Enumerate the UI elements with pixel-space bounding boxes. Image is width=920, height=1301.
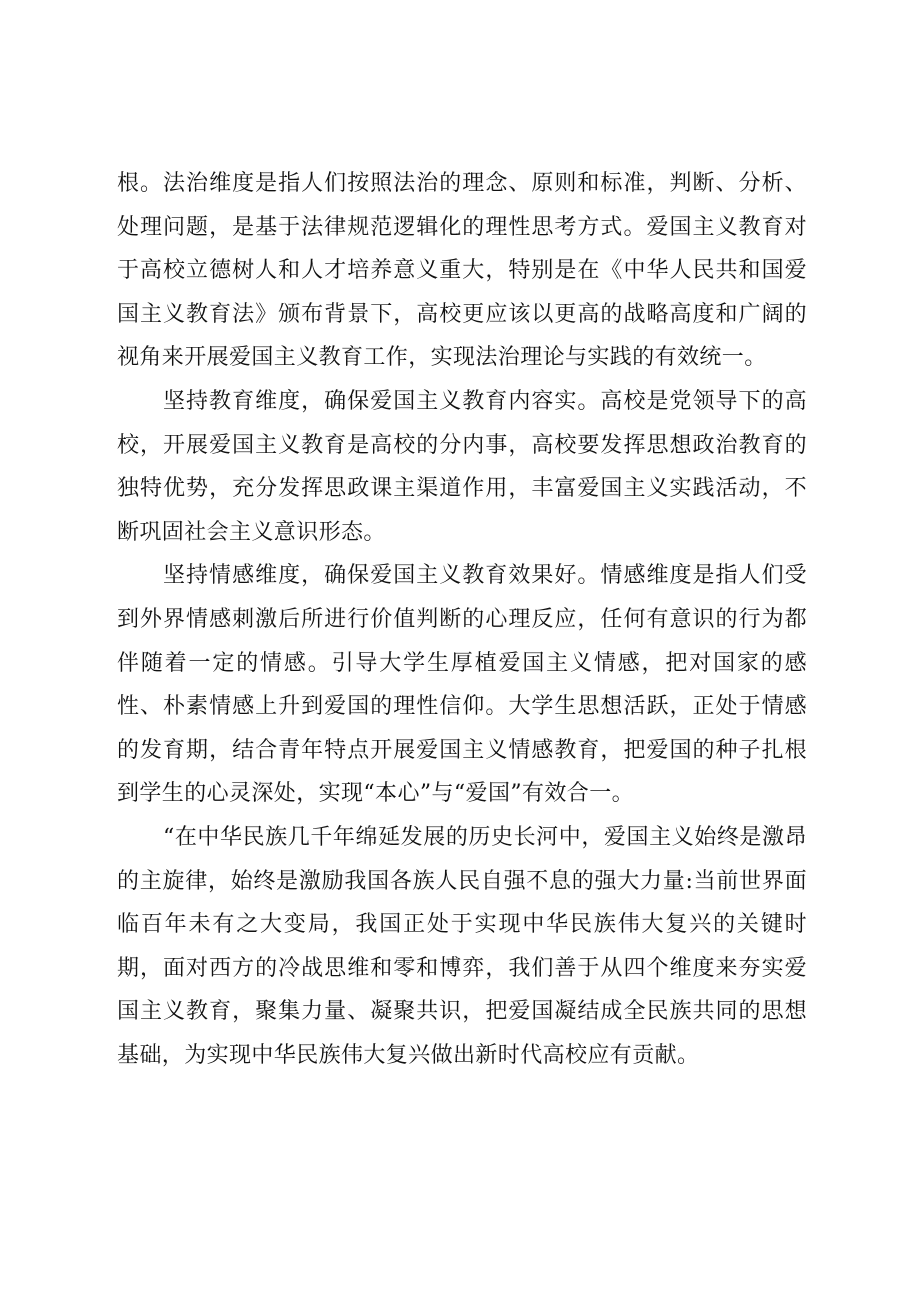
paragraph-education-dimension: 坚持教育维度，确保爱国主义教育内容实。高校是党领导下的高校，开展爱国主义教育是高校的分内事，高校要发挥思想政治教育的独特优势，充分发挥思政课主渠道作用，丰富爱国主义实践活动，不断巩固社会主义意识形态。 xyxy=(117,388,807,545)
paragraph-conclusion: “在中华民族几千年绵延发展的历史长河中，爱国主义始终是激昂的主旋律，始终是激励我国各族人民自强不息的强大力量:当前世界面临百年未有之大变局，我国正处于实现中华民族伟大复兴的关键时期，面对西方的冷战思维和零和博弈，我们善于从四个维度来夯实爱国主义教育，聚集力量、凝聚共识，把爱国凝结成全民族共同的思想基础，为实现中华民族伟大复兴做出新时代高校应有贡献。 xyxy=(117,824,807,1068)
paragraph-emotion-dimension: 坚持情感维度，确保爱国主义教育效果好。情感维度是指人们受到外界情感刺激后所进行价值判断的心理反应，任何有意识的行为都伴随着一定的情感。引导大学生厚植爱国主义情感，把对国家的感性、朴素情感上升到爱国的理性信仰。大学生思想活跃，正处于情感的发育期，结合青年特点开展爱国主义情感教育，把爱国的种子扎根到学生的心灵深处，实现“本心”与“爱国”有效合一。 xyxy=(117,563,807,807)
paragraph-continuation: 根。法治维度是指人们按照法治的理念、原则和标准，判断、分析、处理问题，是基于法律规范逻辑化的理性思考方式。爱国主义教育对于高校立德树人和人才培养意义重大，特别是在《中华人民共和国爱国主义教育法》颁布背景下，高校更应该以更高的战略高度和广阔的视角来开展爱国主义教育工作，实现法治理论与实践的有效统一。 xyxy=(117,171,807,371)
document-body xyxy=(117,162,807,1077)
